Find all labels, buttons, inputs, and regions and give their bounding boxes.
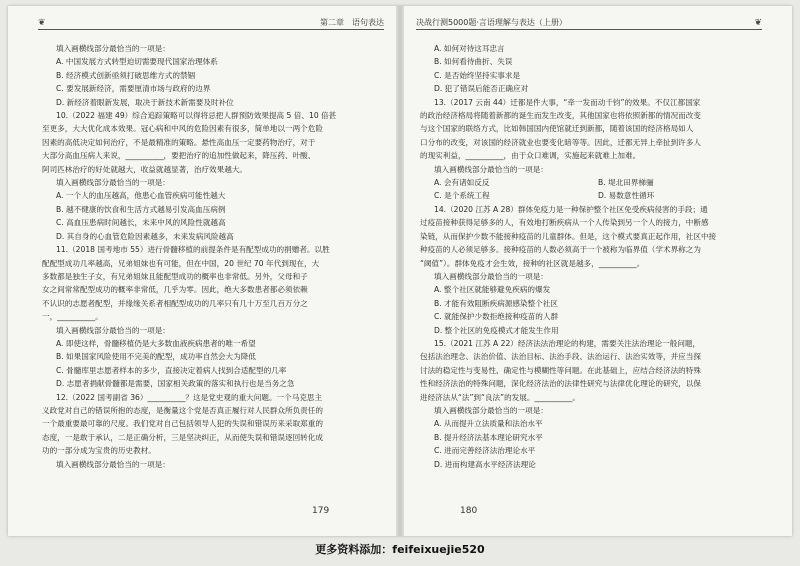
text-line: 染链，从而保护少数不能接种疫苗的儿童群体。但是，这个模式要真正起作用，社区中接 [420, 231, 717, 241]
left-page-text [42, 42, 382, 471]
option-text: B. 才能有效阻断疾病源感染整个社区 [434, 298, 558, 308]
option-text: B. 越不健康的饮食和生活方式越易引发高血压病例 [56, 204, 226, 214]
text-line: 包括法治理念、法治价值、法治目标、法治手段、法治运行、法治实效等，并应当探 [420, 352, 701, 362]
text-line: 阿司匹林治疗的好处就越大，收益就越显著，治疗效果越大。 [42, 164, 248, 174]
text-line: 态度，一是敢于承认，二是正确分析，三是坚决纠正，从而使失误和错误逐回转化成 [42, 432, 323, 442]
flourish-icon: ❦ [38, 18, 46, 28]
left-header-title: 第二章 语句表达 [320, 18, 384, 27]
text-line: 一，__________。 [42, 312, 103, 322]
text-line: 配配型成功几率越高，兄弟姐妹也有可能，但在中国，20 世纪 70 年代到现在，大 [42, 258, 320, 268]
text-line: 多数都是独生子女，有兄弟姐妹且能配型成功的概率也非常低。另外，父母和子 [42, 271, 308, 281]
text-line: 13.（2017 云南 44）迁都是件大事，“牵一发而动千钧”的效果。不仅江都国家 [434, 97, 701, 107]
right-page-text [420, 42, 762, 471]
option-text: A. 如何对待这耳忠言 [434, 44, 505, 53]
text-line: 与这个国家的联络方式，比如韩国国内使馆就迁到新都，随着该国的经济格局如人 [420, 124, 694, 134]
text-line: 女之间常常配型成功的概率非常低，几乎为零。因此，绝大多数患者都必须依赖 [42, 285, 308, 295]
text-line: 的现实利益，__________，由于众口难调，实施起来就难上加难。 [420, 151, 641, 161]
option-text: A. 从而提升立法质量和法治水平 [434, 419, 543, 429]
text-line: 种疫苗的人必须足够多。接种疫苗的人数必须高于一个被称为临界值（学术界称之为 [420, 245, 701, 255]
header-rule [416, 29, 762, 30]
text-line: 功的一部分成为宝贵的历史教材。 [42, 446, 156, 456]
text-line: 因素的高低决定如何治疗，不是最精准的策略。悬性高血压一定要药物治疗，对于 [42, 137, 316, 147]
text-line: 讨法的稳定性与变易性、确定性与模糊性等问题。在此基础上，应结合经济法的特殊 [420, 365, 701, 375]
right-page-header [416, 16, 762, 32]
option-text: A. 中国发展方式转型迫切需要现代国家治理体系 [56, 57, 218, 67]
right-page [400, 6, 792, 536]
text-line: 口分布的改变，对该国的经济就业也要变化暗等等。因此，迁都无异上牵扯到许多人 [420, 137, 701, 147]
text-line: 性和经济法治的特殊问题，深化经济法治的法律性研究与法律优化理论的研究，以保 [420, 379, 701, 389]
option-text: C. 是个系统工程 [434, 191, 490, 201]
option-text: C. 就能保护少数拒绝接种疫苗的人群 [434, 312, 559, 322]
text-line: 10.（2022 福建 49）综合追踪策略可以得将忌把人群预防效果提高 5 倍、10 倍甚 [56, 111, 337, 121]
header-rule [38, 29, 384, 30]
option-text: B. 提升经济法基本理论研究水平 [434, 432, 543, 442]
left-page [8, 6, 400, 536]
text-line: 过疫苗接种获得足够多的人，有效地打断疾病从一个人传染到另一个人的接力，中断感 [420, 218, 709, 228]
text-line: 填入画横线部分最恰当的一项是： [434, 405, 548, 415]
option-text: C. 进而完善经济法治理论水平 [434, 446, 536, 456]
option-text: B. 如果国家风险使用不完美的配型，成功率自然会大为降低 [56, 352, 256, 362]
option-text: C. 骨髓库里志愿者样本的多少，直接决定着病人找到合适配型的几率 [56, 365, 287, 375]
option-text: D. 犯了错误后能否正确应对 [434, 84, 529, 94]
option-row [420, 189, 762, 202]
option-text: B. 堤北田界梯骊 [598, 178, 654, 188]
option-text: D. 其自身的心血管危险因素越多，未来发病风险越高 [56, 231, 234, 241]
text-line: 填入画横线部分最恰当的一项是： [434, 164, 548, 174]
option-text: B. 经济模式创新亟须打破思维方式的禁锢 [56, 70, 196, 80]
option-text: C. 是否始终坚持实事求是 [434, 70, 521, 80]
text-line: 的政治经济格局将随着新都的诞生而发生改变，其他国家也将依照新都的情况而改变 [420, 111, 701, 121]
text-line: 填入画横线部分最恰当的一项是： [56, 178, 170, 188]
option-text: D. 新经济着眼新发展，取决于新技术新需要及时补位 [56, 97, 234, 107]
text-line: 大部分高血压病人来说，__________，要把治疗的追加性做起来，降压药、叶酸、 [42, 151, 316, 161]
text-line: 不认识的志愿者配型，并缘缘关系者相配型成功的几率只有几十万至几百万分之 [42, 298, 308, 308]
text-line: “阈值”）。群体免疫才会生效，接种的社区就是越多，__________。 [420, 258, 645, 268]
option-text: A. 即使这样，骨髓移植仍是大多数血液疾病患者的唯一希望 [56, 338, 256, 348]
book-spread [8, 6, 792, 536]
text-line: 填入画横线部分最恰当的一项是： [434, 271, 548, 281]
text-line: 进经济法从“法”到“良法”的发展。__________。 [420, 392, 581, 402]
option-text: D. 易数意性循环 [598, 191, 655, 201]
text-line: 填入画横线部分最恰当的一项是： [56, 459, 170, 469]
page-number-left: 179 [312, 506, 330, 516]
text-line: 填入画横线部分最恰当的一项是： [56, 325, 170, 335]
text-line: 一个最重要最可靠的尺度。我们党对自己包括领导人犯的失误和错误历来采取郑重的 [42, 419, 323, 429]
option-text: D. 进而构建高水平经济法理论 [434, 459, 536, 469]
text-line: 填入画横线部分最恰当的一项是： [56, 44, 170, 53]
option-text: A. 整个社区就能够避免疾病的爆发 [434, 285, 551, 295]
option-text: D. 志愿者捐献骨髓都是需要，国家相关政策的落实和执行也是当务之急 [56, 379, 295, 389]
option-text: B. 如何看待曲折、失误 [434, 57, 513, 67]
flourish-icon: ❦ [754, 18, 762, 28]
text-line: 15.（2021 江苏 A 22）经济法法治理论的构建，需要关注法治理论一般问题， [434, 338, 701, 348]
page-number-right: 180 [460, 506, 478, 516]
option-text: A. 会有诸如反反 [434, 178, 490, 188]
option-text: C. 高血压患病时间越长，未来中风的风险性就越高 [56, 218, 226, 228]
left-page-header [38, 16, 384, 32]
right-header-title: 决战行测5000题·言语理解与表达（上册） [416, 18, 567, 27]
option-text: C. 要发展新经济，需要厘清市场与政府的边界 [56, 84, 211, 94]
option-text: D. 整个社区的免疫模式才能发生作用 [434, 325, 559, 335]
text-line: 至更多，大大优化成本效果。冠心病和中风的危险因素有很多，简单地以一两个危险 [42, 124, 323, 134]
text-line: 12.（2022 国考副省 36）__________？这是党史观的重大问题。一个马克思主 [56, 392, 323, 402]
footer-note: 更多资料添加：feifeixuejie520 [315, 543, 485, 556]
text-line: 14.（2020 江苏 A 28）群体免疫力是一种保护整个社区免受疾病侵害的手段；通 [434, 204, 708, 214]
text-line: 义政党对自己的错误所抱的态度，是衡量这个党是否真正履行对人民群众所负责任的 [42, 405, 323, 415]
option-text: A. 一个人的血压越高，他患心血管疾病可能性越大 [56, 191, 226, 201]
option-row [420, 176, 762, 189]
text-line: 11.（2018 国考地市 55）进行骨髓移植的前提条件是有配型成功的捐赠者。以胜 [56, 245, 330, 255]
